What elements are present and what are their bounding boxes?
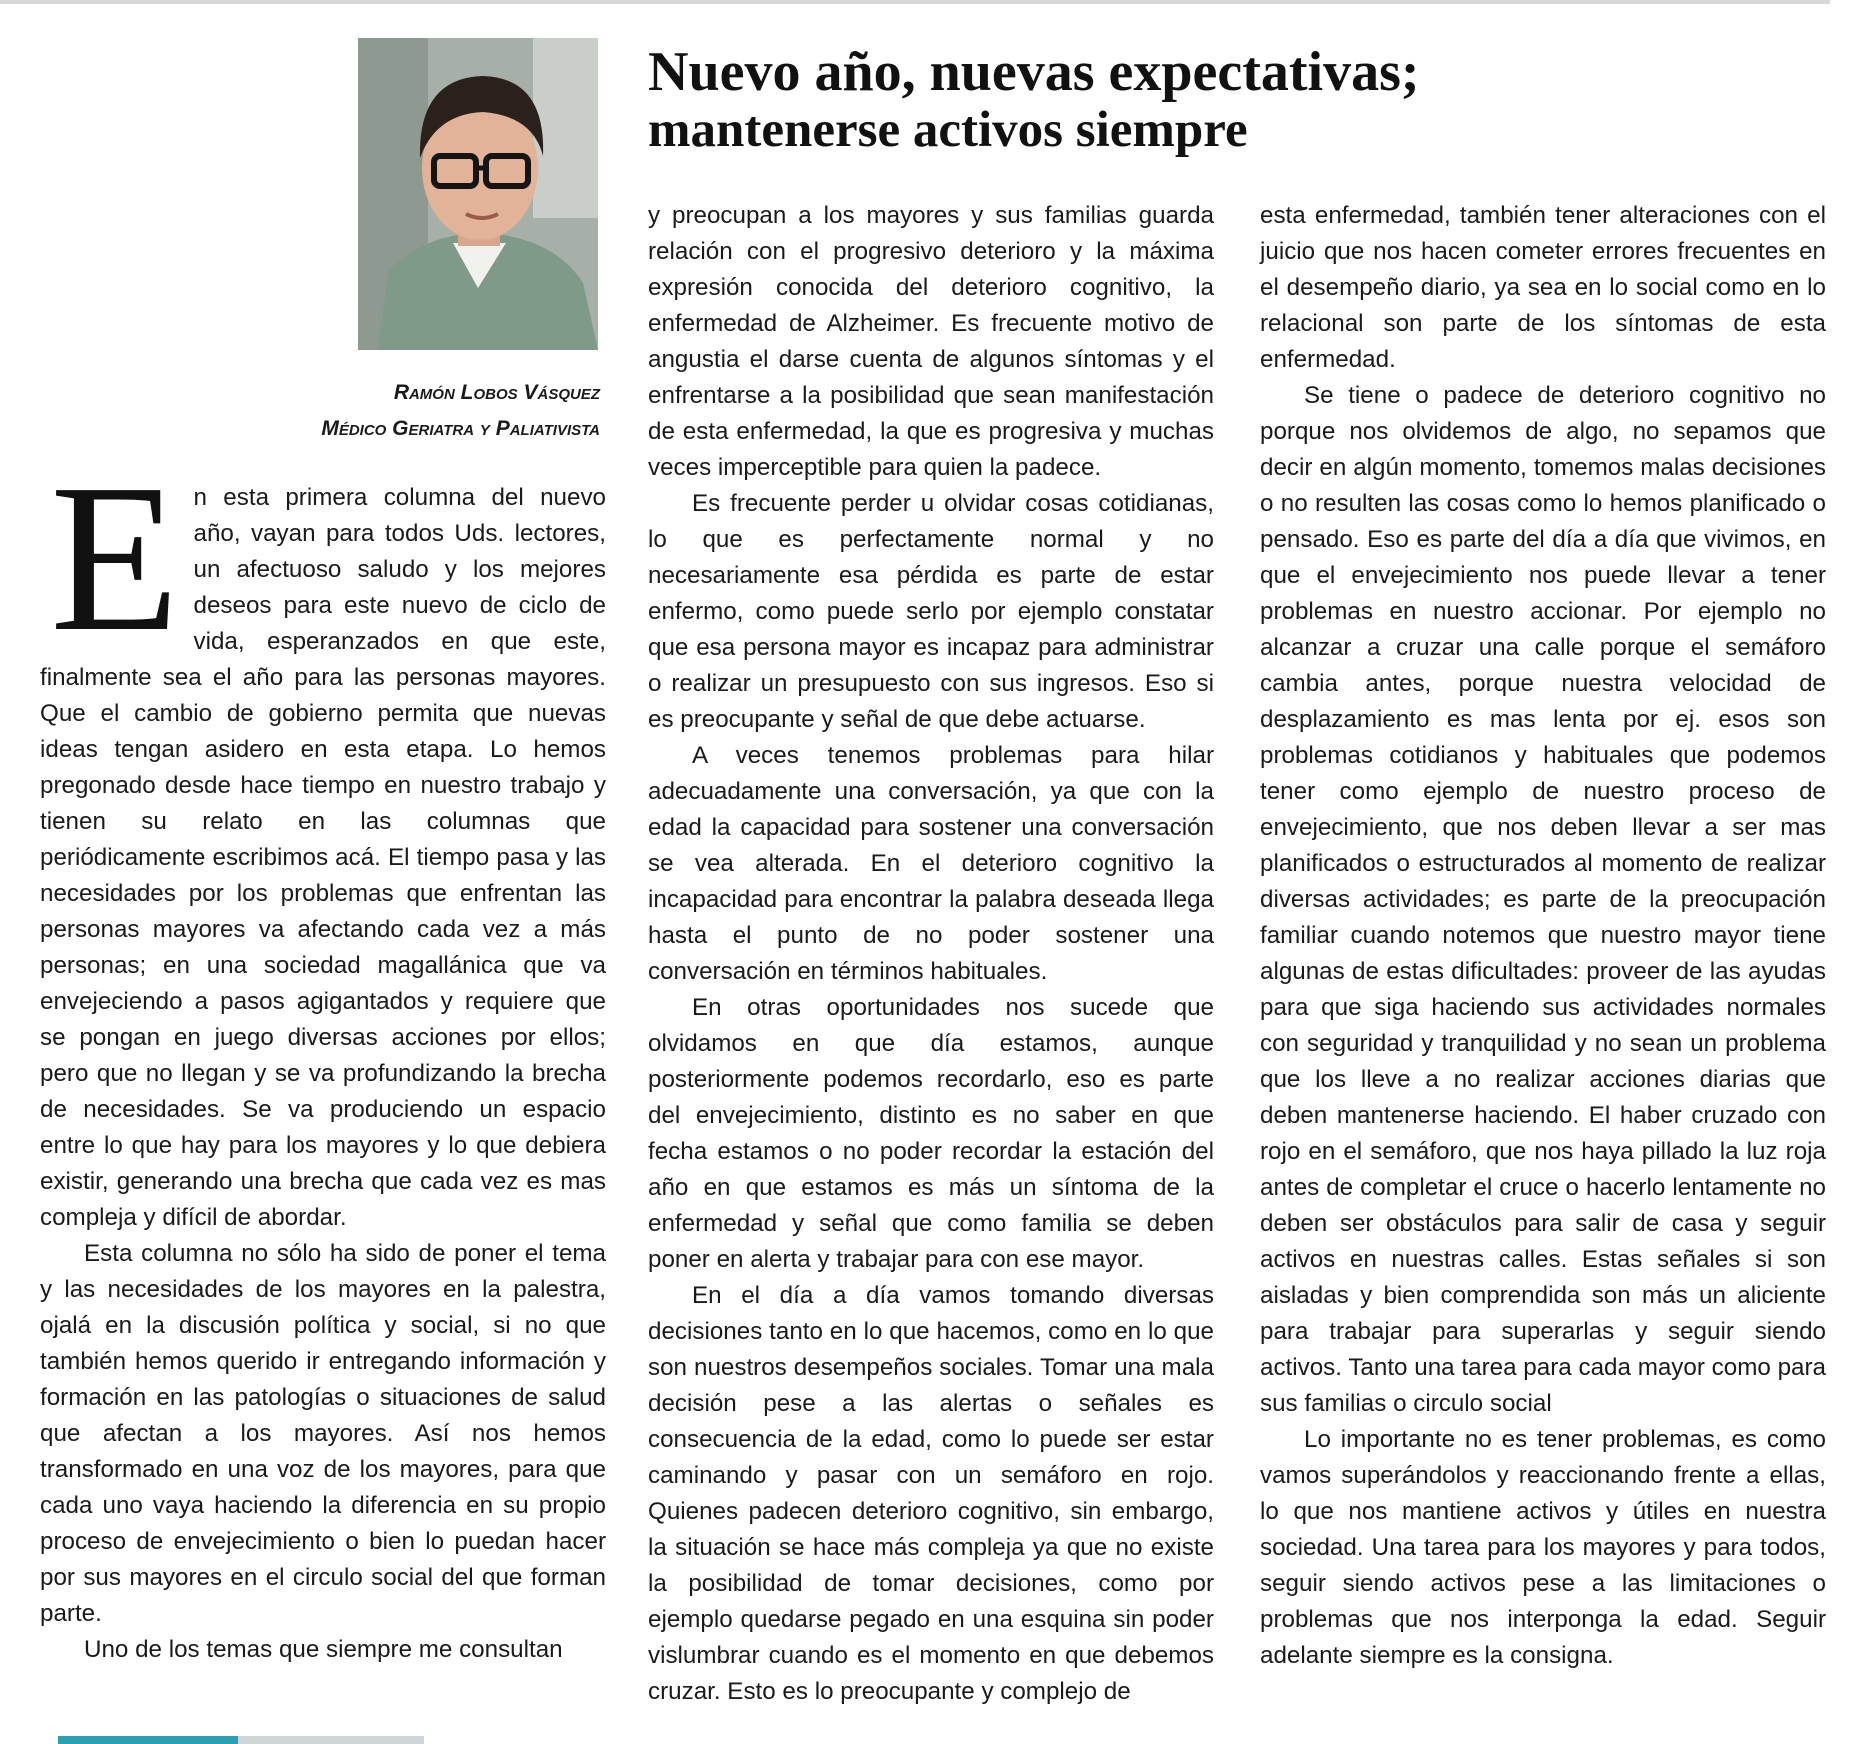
author-name: Ramón Lobos Vásquez [393, 381, 600, 404]
author-role: Médico Geriatra y Paliativista [321, 417, 600, 440]
article-column-1 [40, 440, 606, 1668]
article-title: Nuevo año, nuevas expectativas; [648, 41, 1420, 103]
paragraph: Lo importante no es tener problemas, es como vamos superándolos y reaccionando frente a ellas, lo que nos mantiene activos y útiles en nuestra sociedad. Una tarea para los mayores y para todos, seguir siendo activos pese a las limitaciones o problemas que nos interponga la edad. Seguir adelante siempre es la consigna. [1260, 1426, 1826, 1669]
paragraph: A veces tenemos problemas para hilar adecuadamente una conversación, ya que con la edad la capacidad para sostener una conversación se vea alterada. En el deterioro cognitivo la incapacidad para encontrar la palabra deseada llega hasta el punto de no poder sostener una conversación en términos habituales. [648, 742, 1214, 985]
paragraph: y preocupan a los mayores y sus familias guarda relación con el progresivo deterioro y la máxima expresión conocida del deterioro cognitivo, la enfermedad de Alzheimer. Es frecuente motivo de angustia el darse cuenta de algunos síntomas y el enfrentarse a la posibilidad que sean manifestación de esta enfermedad, la que es progresiva y muchas veces imperceptible para quien la padece. [648, 202, 1214, 481]
paragraph [40, 440, 606, 1236]
paragraph: Uno de los temas que siempre me consultan [84, 1636, 563, 1663]
paragraph: En el día a día vamos tomando diversas decisiones tanto en lo que hacemos, como en lo que son nuestros desempeños sociales. Tomar una mala decisión pese a las alertas o señales es consecuencia de la edad, como lo puede ser estar caminando y pasar con un semáforo en rojo. Quienes padecen deterioro cognitivo, sin embargo, la situación se hace más compleja ya que no existe la posibilidad de tomar decisiones, como por ejemplo quedarse pegado en una esquina sin poder vislumbrar cuando es el momento en que debemos cruzar. Esto es lo preocupante y complejo de [648, 1282, 1214, 1705]
paragraph: Es frecuente perder u olvidar cosas cotidianas, lo que es perfectamente normal y no necesariamente esa pérdida es parte de estar enfermo, como puede serlo por ejemplo constatar que esa persona mayor es incapaz para administrar o realizar un presupuesto con sus ingresos. Eso si es preocupante y señal de que debe actuarse. [648, 490, 1214, 733]
paragraph: Esta columna no sólo ha sido de poner el tema y las necesidades de los mayores en la palestra, ojalá en la discusión política y social, si no que también hemos querido ir entregando información y formación en las patologías o situaciones de salud que afectan a los mayores. Así nos hemos transformado en una voz de los mayores, para que cada uno vaya haciendo la diferencia en su propio proceso de envejecimiento o bien lo puedan hacer por sus mayores en el circulo social del que forman parte. [40, 1240, 606, 1627]
author-photo [358, 38, 598, 350]
accent-bar-secondary [238, 1736, 424, 1744]
article-subtitle: mantenerse activos siempre [648, 102, 1248, 158]
paragraph: En otras oportunidades nos sucede que olvidamos en que día estamos, aunque posteriormente podemos recordarlo, eso es parte del envejecimiento, distinto es no saber en que fecha estamos o no poder recordar la estación del año en que estamos es más un síntoma de la enfermedad y señal que como familia se deben poner en alerta y trabajar para con ese mayor. [648, 994, 1214, 1273]
paragraph: esta enfermedad, también tener alteraciones con el juicio que nos hacen cometer errores frecuentes en el desempeño diario, ya sea en lo social como en lo relacional son parte de los síntomas de esta enfermedad. [1260, 202, 1826, 373]
author-portrait-illustration [358, 38, 598, 350]
article-column-2 [648, 198, 1214, 1710]
article-column-3 [1260, 198, 1826, 1674]
paragraph: Se tiene o padece de deterioro cognitivo no porque nos olvidemos de algo, no sepamos que decir en algún momento, tomemos malas decisiones o no resulten las cosas como lo hemos planificado o pensado. Eso es parte del día a día que vivimos, en que el envejecimiento nos puede llevar a tener problemas en nuestro accionar. Por ejemplo no alcanzar a cruzar una calle porque el semáforo cambia antes, porque nuestra velocidad de desplazamiento es mas lenta por ej. esos son problemas cotidianos y habituales que podemos tener como ejemplo de nuestro proceso de envejecimiento, que nos deben llevar a ser mas planificados o estructurados al momento de realizar diversas actividades; es parte de la preocupación familiar cuando notemos que nuestro mayor tiene algunas de estas dificultades: proveer de las ayudas para que siga haciendo sus actividades normales con seguridad y tranquilidad y no sean un problema que los lleve a no realizar acciones diarias que deben mantenerse haciendo. El haber cruzado con rojo en el semáforo, que nos haya pillado la luz roja antes de completar el cruce o hacerlo lentamente no deben ser obstáculos para salir de casa y seguir activos en nuestras calles. Estas señales si son aisladas y bien comprendida son más un aliciente para trabajar para superarlas y seguir siendo activos. Tanto una tarea para cada mayor como para sus familias o circulo social [1260, 382, 1826, 1417]
top-rule [0, 0, 1830, 4]
accent-bar [58, 1736, 238, 1744]
paragraph-text: n esta primera columna del nuevo año, vayan para todos Uds. lectores, un afectuoso saludo y los mejores deseos para este nuevo de ciclo de vida, esperanzados en que este, finalmente sea el año para las personas mayores. Que el cambio de gobierno permita que nuevas ideas tengan asidero en esta etapa. Lo hemos pregonado desde hace tiempo en nuestro trabajo y tienen su relato en las columnas que periódicamente escribimos acá. El tiempo pasa y las necesidades por los problemas que enfrentan las personas mayores va afectando cada vez a más personas; en una sociedad magallánica que va envejeciendo a pasos agigantados y requiere que se pongan en juego diversas acciones por ellos; pero que no llegan y se va profundizando la brecha de necesidades. Se va produciendo un espacio entre lo que hay para los mayores y lo que debiera existir, generando una brecha que cada vez es mas compleja y difícil de abordar. [40, 484, 606, 1231]
drop-cap: E [50, 440, 180, 675]
